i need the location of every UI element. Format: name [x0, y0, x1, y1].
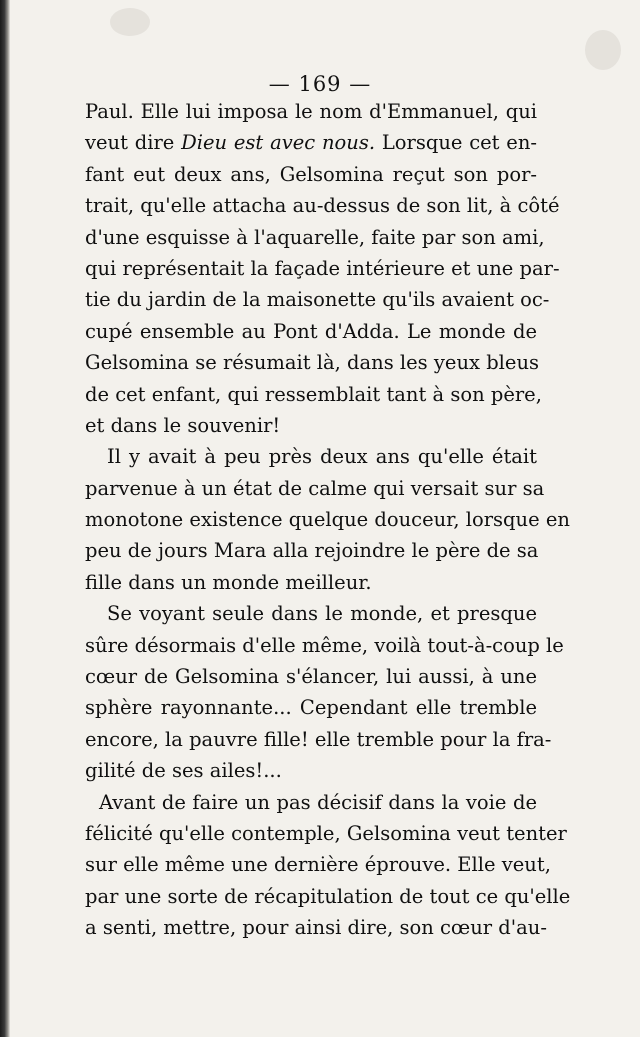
text-line: encore, la pauvre fille! elle tremble pour la fra- — [85, 727, 552, 751]
text-line — [85, 127, 537, 158]
italic-phrase: Dieu est avec nous. — [181, 131, 376, 155]
text-line: a senti, mettre, pour ainsi dire, son cœur d'au- — [85, 916, 547, 940]
book-spine-shadow — [0, 0, 10, 1037]
text-line: Il y avait à peu près deux ans qu'elle était — [107, 445, 537, 469]
text-line: de cet enfant, qui ressemblait tant à son père, — [85, 382, 542, 406]
text-line: par une sorte de récapitulation de tout ce qu'elle — [85, 884, 571, 908]
text-line: Paul. Elle lui imposa le nom d'Emmanuel, qui — [85, 100, 537, 123]
page-number: — 169 — — [268, 72, 372, 96]
text-line: cœur de Gelsomina s'élancer, lui aussi, à une — [85, 665, 537, 689]
text-line: Gelsomina se résumait là, dans les yeux bleus — [85, 351, 540, 375]
text-line: et dans le souvenir! — [85, 413, 281, 437]
text-line: gilité de ses ailes!... — [85, 759, 282, 783]
paper-stain — [585, 30, 621, 70]
text-line: fant eut deux ans, Gelsomina reçut son por- — [85, 162, 537, 186]
text-line: fille dans un monde meilleur. — [85, 570, 372, 594]
text-line: d'une esquisse à l'aquarelle, faite par son ami, — [85, 225, 545, 249]
text-line: parvenue à un état de calme qui versait sur sa — [85, 476, 545, 500]
text-line: cupé ensemble au Pont d'Adda. Le monde de — [85, 319, 537, 343]
text-line: sphère rayonnante... Cependant elle tremble — [85, 696, 537, 720]
text-line: peu de jours Mara alla rejoindre le père de sa — [85, 539, 539, 563]
text-line: Avant de faire un pas décisif dans la voie de — [99, 790, 537, 814]
text-line: qui représentait la façade intérieure et une par- — [85, 256, 560, 280]
body-text — [85, 96, 571, 944]
text-segment: Lorsque cet en- — [375, 131, 537, 155]
text-line: tie du jardin de la maisonette qu'ils avaient oc- — [85, 288, 550, 312]
text-line: monotone existence quelque douceur, lorsque en — [85, 508, 570, 532]
text-line: félicité qu'elle contemple, Gelsomina veut tenter — [85, 821, 567, 845]
text-line: trait, qu'elle attacha au-dessus de son lit, à côté — [85, 194, 560, 218]
paper-stain — [110, 8, 150, 36]
text-line: sur elle même une dernière éprouve. Elle veut, — [85, 853, 551, 877]
text-line: Se voyant seule dans le monde, et presque — [107, 602, 537, 626]
text-line: sûre désormais d'elle même, voilà tout-à-coup le — [85, 633, 564, 657]
text-segment: veut dire — [85, 131, 182, 155]
